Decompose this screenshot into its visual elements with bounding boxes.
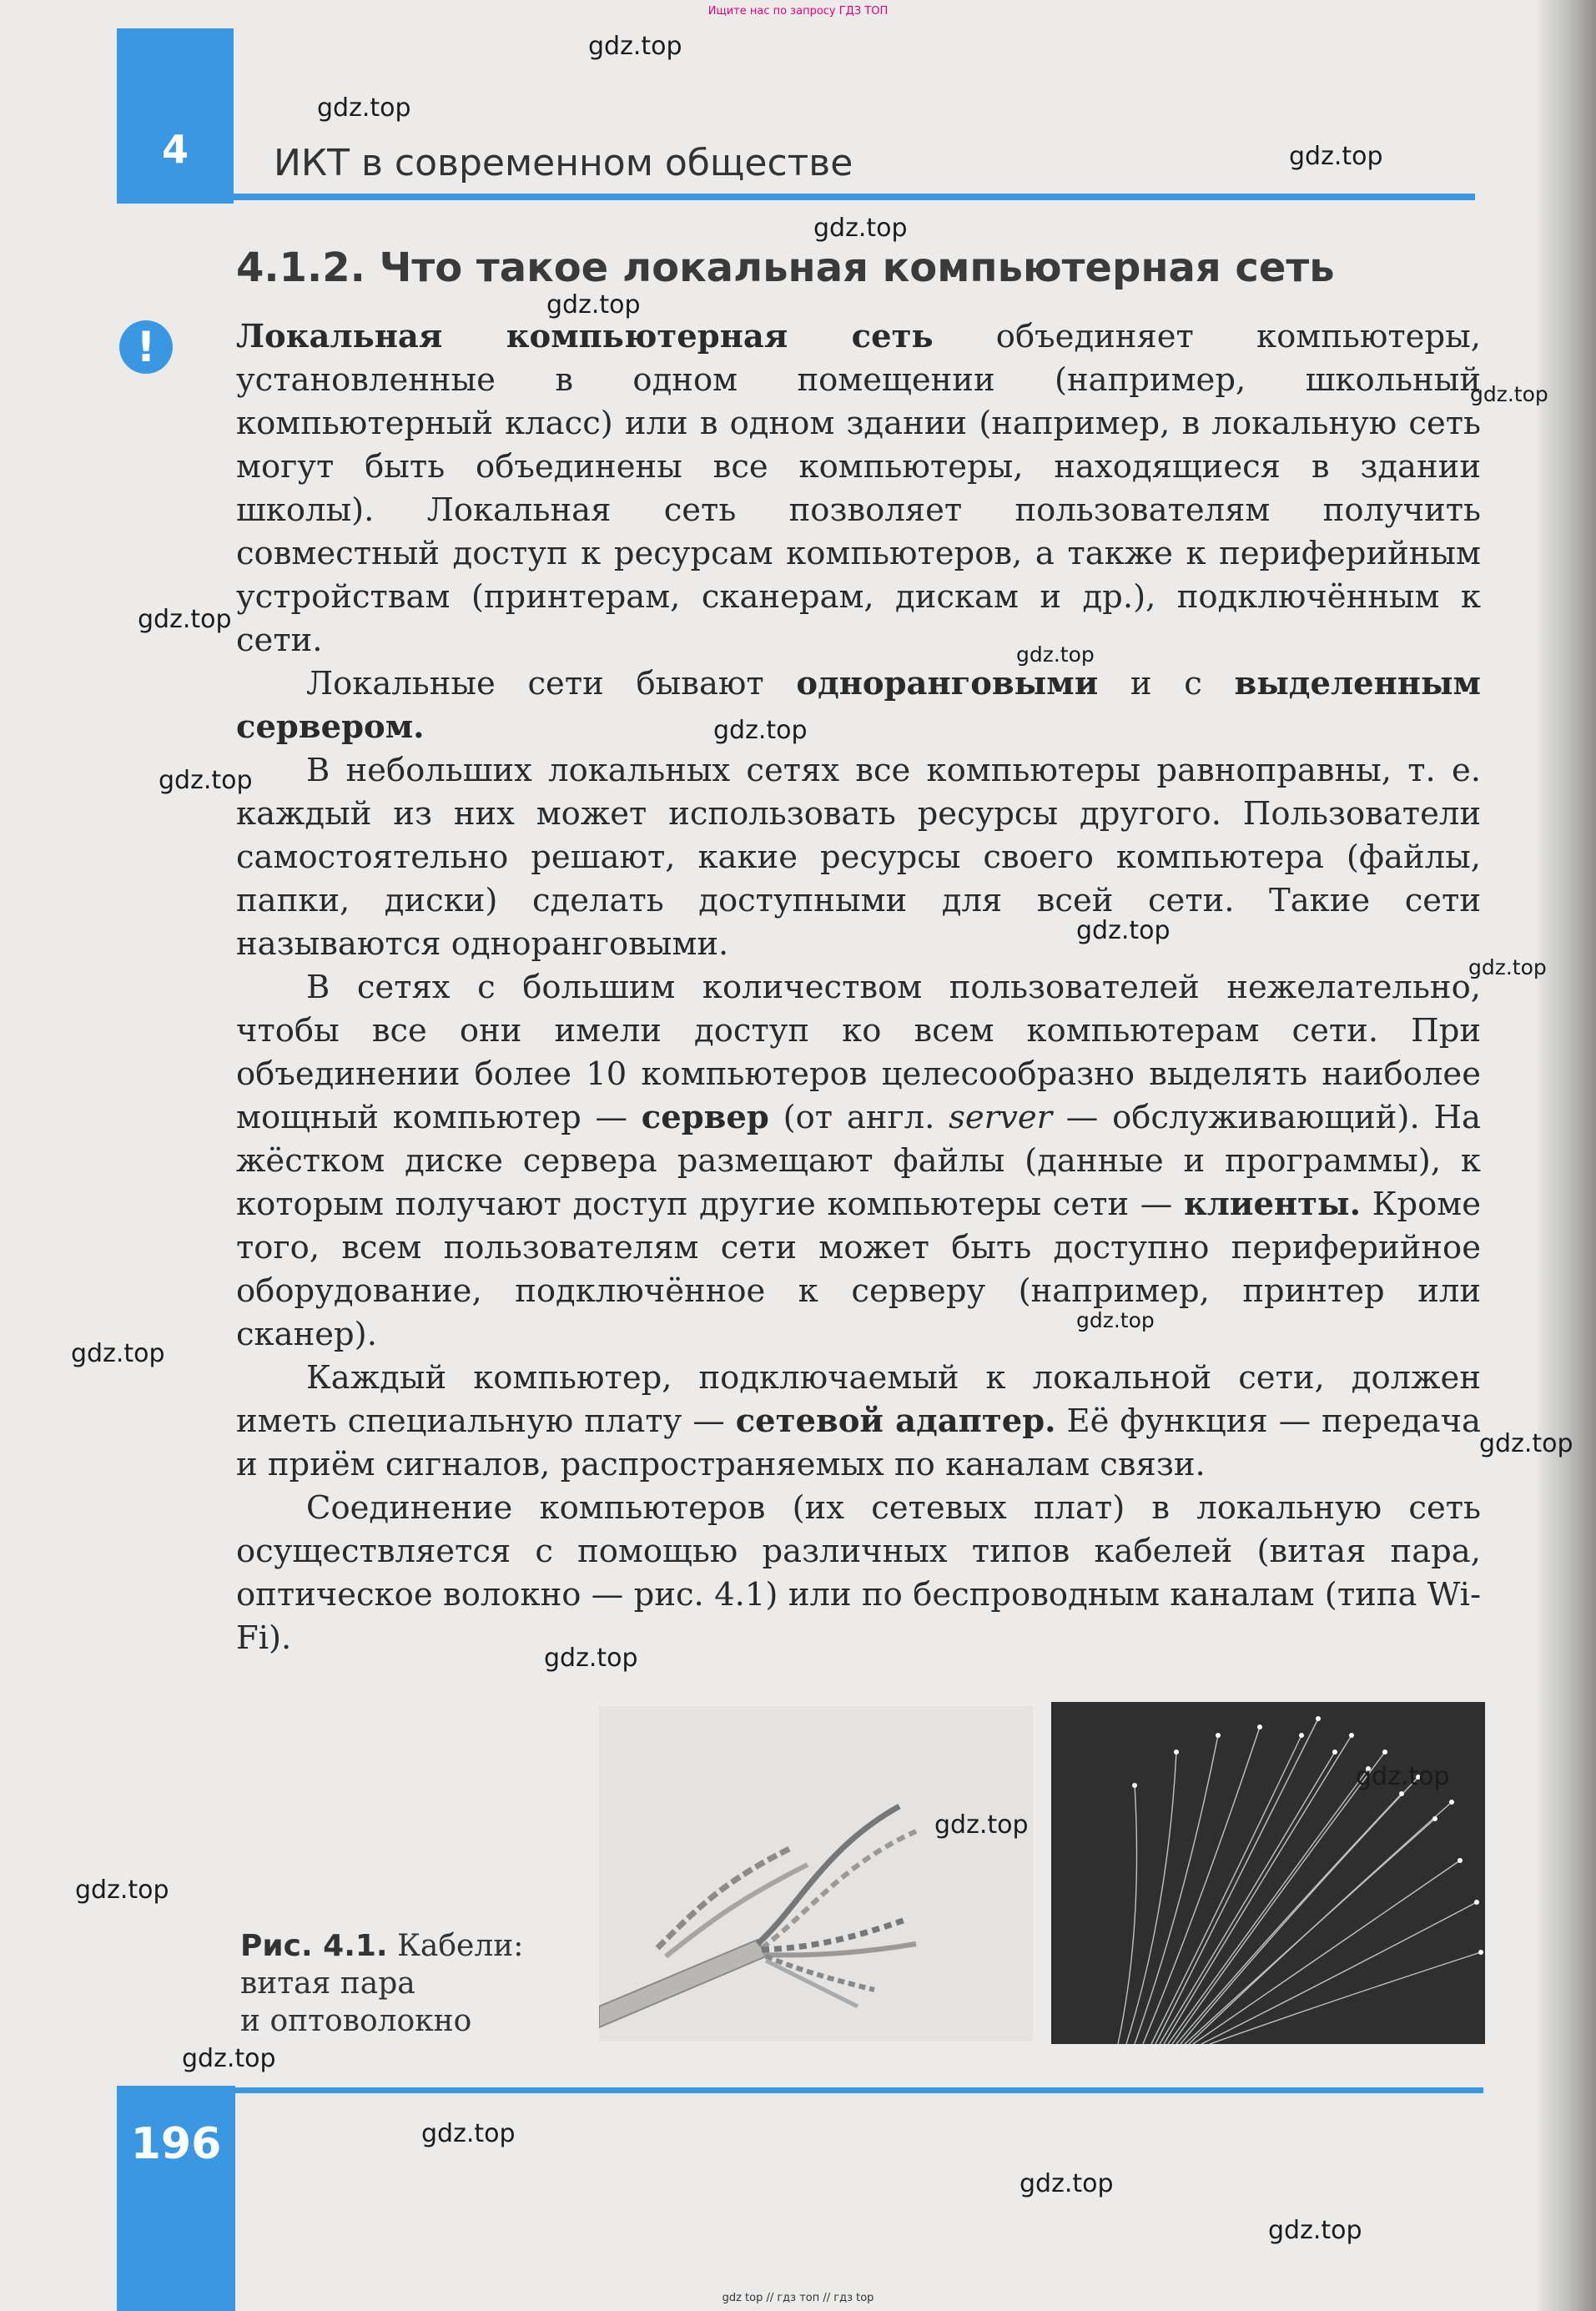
figure-caption-line-3: и оптоволокно bbox=[240, 2004, 472, 2038]
paragraph-2-text-b: и с bbox=[1098, 665, 1235, 702]
page-edge-shadow bbox=[1538, 0, 1596, 2311]
watermark: gdz.top bbox=[1268, 2216, 1362, 2245]
watermark: gdz.top bbox=[1289, 142, 1383, 171]
watermark: gdz.top bbox=[1076, 1308, 1155, 1332]
watermark: gdz.top bbox=[182, 2044, 276, 2073]
watermark: gdz.top bbox=[1470, 382, 1548, 406]
figure-caption bbox=[240, 1927, 523, 2040]
paragraph-5 bbox=[236, 1357, 1481, 1487]
paragraph-4-text-c: — обслуживающий). На жёстком диске сервера размещают файлы (данные и программы), к которым получают доступ другие компьютеры сети — bbox=[236, 1099, 1481, 1223]
top-note: Ищите нас по запросу ГДЗ ТОП bbox=[707, 5, 889, 18]
optical-fiber-image bbox=[1051, 1702, 1485, 2044]
footer-tab bbox=[117, 2086, 235, 2311]
watermark: gdz.top bbox=[813, 214, 908, 243]
watermark: gdz.top bbox=[138, 605, 232, 634]
paragraph-5-text-b: Её функция — передача и приём сигналов, распространяемых по каналам связи. bbox=[236, 1402, 1481, 1483]
paragraph-4-text-d: Кроме того, всем пользователям сети может быть доступно периферийное оборудование, подключённое к серверу (например, принтер или сканер). bbox=[236, 1186, 1481, 1353]
term-server: сервер bbox=[641, 1099, 769, 1136]
watermark: gdz.top bbox=[421, 2119, 516, 2148]
paragraph-2-text-a: Локальные сети бывают bbox=[306, 665, 797, 702]
watermark: gdz.top bbox=[71, 1339, 165, 1368]
paragraph-3: В небольших локальных сетях все компьютеры равноправны, т. е. каждый из них может использовать ресурсы другого. Пользователи самостоятельно решают, какие ресурсы своего компьютера (файлы, папки, диски) сделать доступными для всей сети. Такие сети называются одноранговыми. bbox=[236, 752, 1481, 963]
watermark: gdz.top bbox=[1479, 1429, 1573, 1458]
watermark: gdz.top bbox=[1468, 955, 1547, 979]
figure-label: Рис. 4.1. bbox=[240, 1929, 388, 1963]
figure-caption-title: Кабели: bbox=[397, 1929, 524, 1963]
paragraph-4-text-a: В сетях с большим количеством пользователей нежелательно, чтобы все они имели доступ ко всем компьютерам сети. При объединении более 10 компьютеров целесообразно выделять наиболее мощный компьютер — bbox=[236, 969, 1481, 1136]
paragraph-5-text-a: Каждый компьютер, подключаемый к локальной сети, должен иметь специальную плату — bbox=[236, 1359, 1481, 1440]
watermark: gdz.top bbox=[1020, 2169, 1114, 2198]
paragraph-2 bbox=[236, 662, 1481, 749]
footer-divider bbox=[235, 2087, 1483, 2093]
watermark: gdz.top bbox=[544, 1644, 638, 1673]
page-number: 196 bbox=[130, 2119, 222, 2169]
bottom-note: gdz top // гдз топ // гдз top bbox=[722, 2292, 874, 2304]
watermark: gdz.top bbox=[317, 93, 411, 123]
paragraph-1 bbox=[236, 315, 1481, 662]
header-divider bbox=[234, 194, 1475, 200]
watermark: gdz.top bbox=[159, 766, 253, 795]
chapter-number: 4 bbox=[161, 127, 189, 172]
figure-caption-line-1 bbox=[240, 1927, 523, 1965]
paragraph-1-text: объединяет компьютеры, установленные в одном помещении (например, школьный компьютерный класс) или в одном здании (например, в локальную сеть могут быть объединены все компьютеры, находящиеся в здании школы). Локальная сеть позволяет пользователям получить совместный доступ к ресурсам компьютеров, а также к периферийным устройствам (принтерам, сканерам, дискам и др.), подключённым к сети. bbox=[236, 318, 1481, 659]
twisted-pair-cable-image bbox=[599, 1706, 1033, 2042]
term-clients: клиенты. bbox=[1183, 1186, 1361, 1223]
paragraph-4 bbox=[236, 966, 1481, 1357]
term-peer-to-peer: одноранговыми bbox=[796, 665, 1099, 702]
watermark: gdz.top bbox=[934, 1810, 1029, 1840]
watermark: gdz.top bbox=[546, 290, 641, 320]
figure-caption-line-2: витая пара bbox=[240, 1966, 415, 2001]
term-server-english: server bbox=[949, 1099, 1053, 1136]
body-text bbox=[236, 315, 1481, 1660]
watermark: gdz.top bbox=[75, 1875, 169, 1905]
watermark: gdz.top bbox=[1016, 642, 1095, 667]
paragraph-4-text-b: (от англ. bbox=[768, 1099, 949, 1136]
section-title: 4.1.2. Что такое локальная компьютерная сеть bbox=[236, 244, 1335, 291]
paragraph-6: Соединение компьютеров (их сетевых плат) в локальную сеть осуществляется с помощью различных типов кабелей (витая пара, оптическое волокно — рис. 4.1) или по беспроводным каналам (типа Wi-Fi). bbox=[236, 1489, 1481, 1657]
watermark: gdz.top bbox=[1356, 1762, 1450, 1791]
term-network-adapter: сетевой адаптер. bbox=[735, 1402, 1056, 1440]
term-dedicated-server: выделенным сервером. bbox=[236, 665, 1481, 746]
watermark: gdz.top bbox=[588, 32, 682, 61]
watermark: gdz.top bbox=[1076, 916, 1171, 945]
watermark: gdz.top bbox=[713, 716, 808, 745]
chapter-tab bbox=[117, 28, 234, 204]
term-local-network: Локальная компьютерная сеть bbox=[236, 318, 934, 355]
exclamation-icon: ! bbox=[119, 320, 173, 374]
chapter-title: ИКТ в современном обществе bbox=[274, 142, 853, 184]
